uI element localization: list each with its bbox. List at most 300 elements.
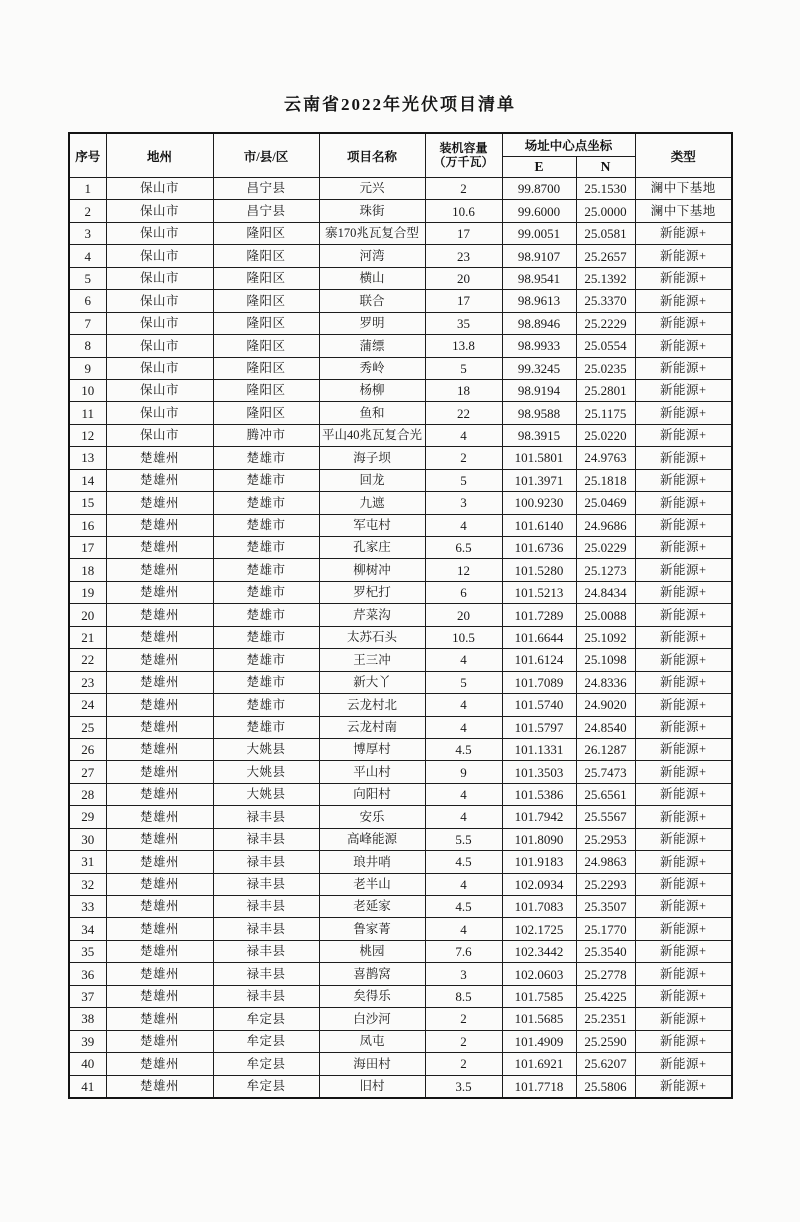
cell-capacity: 10.5 bbox=[425, 626, 502, 648]
cell-type: 新能源+ bbox=[635, 514, 732, 536]
cell-prefecture: 楚雄州 bbox=[106, 918, 213, 940]
cell-prefecture: 保山市 bbox=[106, 245, 213, 267]
cell-type: 新能源+ bbox=[635, 851, 732, 873]
cell-type: 新能源+ bbox=[635, 1030, 732, 1052]
table-header bbox=[69, 133, 732, 178]
table-row bbox=[69, 492, 732, 514]
cell-coord-n: 25.2590 bbox=[576, 1030, 635, 1052]
cell-capacity: 10.6 bbox=[425, 200, 502, 222]
cell-no: 5 bbox=[69, 267, 106, 289]
cell-project: 珠街 bbox=[319, 200, 425, 222]
cell-no: 37 bbox=[69, 985, 106, 1007]
cell-capacity: 4 bbox=[425, 783, 502, 805]
cell-coord-n: 25.0229 bbox=[576, 537, 635, 559]
cell-capacity: 12 bbox=[425, 559, 502, 581]
table-row bbox=[69, 783, 732, 805]
table-row bbox=[69, 357, 732, 379]
cell-capacity: 22 bbox=[425, 402, 502, 424]
cell-coord-e: 99.3245 bbox=[502, 357, 576, 379]
cell-no: 10 bbox=[69, 379, 106, 401]
table-row bbox=[69, 694, 732, 716]
cell-county: 楚雄市 bbox=[213, 626, 319, 648]
cell-coord-n: 25.1392 bbox=[576, 267, 635, 289]
cell-no: 2 bbox=[69, 200, 106, 222]
cell-capacity: 4 bbox=[425, 424, 502, 446]
cell-county: 隆阳区 bbox=[213, 245, 319, 267]
cell-type: 新能源+ bbox=[635, 1008, 732, 1030]
header-coord-e: E bbox=[502, 157, 576, 178]
cell-county: 隆阳区 bbox=[213, 357, 319, 379]
table-row bbox=[69, 761, 732, 783]
cell-capacity: 2 bbox=[425, 1008, 502, 1030]
table-row bbox=[69, 245, 732, 267]
table-row bbox=[69, 537, 732, 559]
project-table bbox=[68, 132, 733, 1099]
header-prefecture: 地州 bbox=[106, 133, 213, 178]
cell-type: 新能源+ bbox=[635, 671, 732, 693]
table-row bbox=[69, 424, 732, 446]
cell-no: 18 bbox=[69, 559, 106, 581]
cell-type: 新能源+ bbox=[635, 1075, 732, 1098]
cell-no: 35 bbox=[69, 940, 106, 962]
cell-no: 32 bbox=[69, 873, 106, 895]
cell-project: 杨柳 bbox=[319, 379, 425, 401]
cell-prefecture: 保山市 bbox=[106, 424, 213, 446]
cell-project: 平山40兆瓦复合光 bbox=[319, 424, 425, 446]
cell-capacity: 35 bbox=[425, 312, 502, 334]
cell-capacity: 5 bbox=[425, 357, 502, 379]
cell-coord-n: 24.9686 bbox=[576, 514, 635, 536]
cell-prefecture: 楚雄州 bbox=[106, 783, 213, 805]
cell-no: 31 bbox=[69, 851, 106, 873]
cell-coord-e: 101.6736 bbox=[502, 537, 576, 559]
cell-capacity: 2 bbox=[425, 178, 502, 200]
cell-type: 澜中下基地 bbox=[635, 200, 732, 222]
cell-project: 新大丫 bbox=[319, 671, 425, 693]
cell-type: 新能源+ bbox=[635, 716, 732, 738]
table-row bbox=[69, 469, 732, 491]
cell-no: 16 bbox=[69, 514, 106, 536]
cell-prefecture: 楚雄州 bbox=[106, 492, 213, 514]
table-row bbox=[69, 267, 732, 289]
cell-project: 鱼和 bbox=[319, 402, 425, 424]
cell-type: 新能源+ bbox=[635, 896, 732, 918]
cell-coord-e: 98.9194 bbox=[502, 379, 576, 401]
cell-prefecture: 楚雄州 bbox=[106, 447, 213, 469]
cell-coord-n: 25.6207 bbox=[576, 1053, 635, 1075]
cell-type: 新能源+ bbox=[635, 649, 732, 671]
table-row bbox=[69, 514, 732, 536]
cell-project: 太苏石头 bbox=[319, 626, 425, 648]
cell-county: 楚雄市 bbox=[213, 581, 319, 603]
cell-county: 禄丰县 bbox=[213, 940, 319, 962]
cell-type: 新能源+ bbox=[635, 806, 732, 828]
cell-coord-e: 101.3503 bbox=[502, 761, 576, 783]
cell-no: 8 bbox=[69, 335, 106, 357]
header-project: 项目名称 bbox=[319, 133, 425, 178]
cell-coord-e: 98.8946 bbox=[502, 312, 576, 334]
table-row bbox=[69, 604, 732, 626]
table-row bbox=[69, 178, 732, 200]
table-row bbox=[69, 1030, 732, 1052]
cell-type: 新能源+ bbox=[635, 357, 732, 379]
cell-no: 4 bbox=[69, 245, 106, 267]
cell-county: 楚雄市 bbox=[213, 469, 319, 491]
cell-capacity: 4 bbox=[425, 806, 502, 828]
header-coord-n: N bbox=[576, 157, 635, 178]
cell-no: 6 bbox=[69, 290, 106, 312]
cell-no: 25 bbox=[69, 716, 106, 738]
cell-no: 11 bbox=[69, 402, 106, 424]
cell-coord-e: 98.9541 bbox=[502, 267, 576, 289]
header-capacity bbox=[425, 133, 502, 178]
cell-prefecture: 楚雄州 bbox=[106, 828, 213, 850]
cell-type: 新能源+ bbox=[635, 918, 732, 940]
cell-coord-n: 25.2953 bbox=[576, 828, 635, 850]
cell-county: 楚雄市 bbox=[213, 537, 319, 559]
cell-coord-n: 26.1287 bbox=[576, 738, 635, 760]
cell-capacity: 9 bbox=[425, 761, 502, 783]
cell-type: 新能源+ bbox=[635, 379, 732, 401]
cell-type: 新能源+ bbox=[635, 559, 732, 581]
cell-project: 喜鹊窝 bbox=[319, 963, 425, 985]
cell-coord-n: 25.0469 bbox=[576, 492, 635, 514]
cell-capacity: 20 bbox=[425, 267, 502, 289]
cell-capacity: 2 bbox=[425, 447, 502, 469]
cell-project: 高峰能源 bbox=[319, 828, 425, 850]
cell-capacity: 5 bbox=[425, 671, 502, 693]
cell-county: 楚雄市 bbox=[213, 559, 319, 581]
cell-county: 隆阳区 bbox=[213, 402, 319, 424]
cell-coord-n: 24.8434 bbox=[576, 581, 635, 603]
cell-county: 禄丰县 bbox=[213, 806, 319, 828]
cell-coord-n: 25.2229 bbox=[576, 312, 635, 334]
cell-project: 河湾 bbox=[319, 245, 425, 267]
cell-coord-n: 25.0235 bbox=[576, 357, 635, 379]
cell-county: 隆阳区 bbox=[213, 267, 319, 289]
cell-county: 禄丰县 bbox=[213, 963, 319, 985]
cell-county: 隆阳区 bbox=[213, 312, 319, 334]
cell-type: 新能源+ bbox=[635, 985, 732, 1007]
cell-prefecture: 楚雄州 bbox=[106, 1030, 213, 1052]
cell-project: 孔家庄 bbox=[319, 537, 425, 559]
cell-county: 楚雄市 bbox=[213, 514, 319, 536]
cell-coord-n: 25.2293 bbox=[576, 873, 635, 895]
cell-no: 38 bbox=[69, 1008, 106, 1030]
cell-prefecture: 楚雄州 bbox=[106, 873, 213, 895]
cell-project: 芹菜沟 bbox=[319, 604, 425, 626]
table-row bbox=[69, 312, 732, 334]
cell-prefecture: 保山市 bbox=[106, 357, 213, 379]
cell-capacity: 6 bbox=[425, 581, 502, 603]
cell-coord-e: 102.1725 bbox=[502, 918, 576, 940]
cell-prefecture: 楚雄州 bbox=[106, 940, 213, 962]
cell-coord-e: 99.8700 bbox=[502, 178, 576, 200]
cell-capacity: 2 bbox=[425, 1053, 502, 1075]
cell-type: 新能源+ bbox=[635, 402, 732, 424]
cell-county: 禄丰县 bbox=[213, 985, 319, 1007]
scanned-document-page bbox=[0, 90, 800, 1222]
cell-coord-e: 99.6000 bbox=[502, 200, 576, 222]
cell-county: 楚雄市 bbox=[213, 671, 319, 693]
cell-prefecture: 楚雄州 bbox=[106, 896, 213, 918]
table-body bbox=[69, 178, 732, 1098]
cell-project: 老延家 bbox=[319, 896, 425, 918]
cell-type: 新能源+ bbox=[635, 424, 732, 446]
cell-coord-e: 101.5280 bbox=[502, 559, 576, 581]
cell-capacity: 13.8 bbox=[425, 335, 502, 357]
cell-county: 隆阳区 bbox=[213, 290, 319, 312]
cell-project: 回龙 bbox=[319, 469, 425, 491]
cell-coord-n: 25.5567 bbox=[576, 806, 635, 828]
cell-prefecture: 保山市 bbox=[106, 402, 213, 424]
cell-no: 27 bbox=[69, 761, 106, 783]
cell-coord-n: 25.1098 bbox=[576, 649, 635, 671]
cell-county: 牟定县 bbox=[213, 1008, 319, 1030]
cell-no: 30 bbox=[69, 828, 106, 850]
cell-coord-n: 25.2778 bbox=[576, 963, 635, 985]
cell-prefecture: 保山市 bbox=[106, 379, 213, 401]
table-row bbox=[69, 290, 732, 312]
cell-coord-n: 25.3370 bbox=[576, 290, 635, 312]
cell-coord-n: 25.0220 bbox=[576, 424, 635, 446]
page-title: 云南省2022年光伏项目清单 bbox=[284, 95, 516, 114]
cell-project: 罗杞打 bbox=[319, 581, 425, 603]
cell-capacity: 4.5 bbox=[425, 851, 502, 873]
cell-capacity: 7.6 bbox=[425, 940, 502, 962]
table-row bbox=[69, 716, 732, 738]
cell-prefecture: 保山市 bbox=[106, 290, 213, 312]
cell-coord-n: 25.1530 bbox=[576, 178, 635, 200]
cell-project: 罗明 bbox=[319, 312, 425, 334]
cell-no: 40 bbox=[69, 1053, 106, 1075]
table-row bbox=[69, 806, 732, 828]
header-type: 类型 bbox=[635, 133, 732, 178]
cell-coord-e: 98.9107 bbox=[502, 245, 576, 267]
cell-county: 隆阳区 bbox=[213, 379, 319, 401]
table-row bbox=[69, 918, 732, 940]
table-row bbox=[69, 402, 732, 424]
cell-no: 36 bbox=[69, 963, 106, 985]
cell-no: 19 bbox=[69, 581, 106, 603]
cell-coord-e: 98.9588 bbox=[502, 402, 576, 424]
cell-coord-n: 24.8336 bbox=[576, 671, 635, 693]
cell-coord-n: 25.3507 bbox=[576, 896, 635, 918]
cell-prefecture: 楚雄州 bbox=[106, 851, 213, 873]
cell-county: 隆阳区 bbox=[213, 335, 319, 357]
cell-project: 秀岭 bbox=[319, 357, 425, 379]
table-row bbox=[69, 671, 732, 693]
cell-no: 24 bbox=[69, 694, 106, 716]
cell-prefecture: 楚雄州 bbox=[106, 1053, 213, 1075]
cell-project: 海子坝 bbox=[319, 447, 425, 469]
table-row bbox=[69, 1053, 732, 1075]
cell-type: 澜中下基地 bbox=[635, 178, 732, 200]
cell-project: 安乐 bbox=[319, 806, 425, 828]
cell-project: 向阳村 bbox=[319, 783, 425, 805]
cell-type: 新能源+ bbox=[635, 828, 732, 850]
cell-county: 楚雄市 bbox=[213, 447, 319, 469]
cell-project: 白沙河 bbox=[319, 1008, 425, 1030]
header-county: 市/县/区 bbox=[213, 133, 319, 178]
cell-coord-n: 25.2351 bbox=[576, 1008, 635, 1030]
cell-project: 鲁家菁 bbox=[319, 918, 425, 940]
table-row bbox=[69, 940, 732, 962]
cell-county: 楚雄市 bbox=[213, 492, 319, 514]
cell-type: 新能源+ bbox=[635, 267, 732, 289]
cell-project: 军屯村 bbox=[319, 514, 425, 536]
cell-capacity: 3 bbox=[425, 492, 502, 514]
cell-type: 新能源+ bbox=[635, 537, 732, 559]
table-row bbox=[69, 873, 732, 895]
cell-project: 王三冲 bbox=[319, 649, 425, 671]
table-row bbox=[69, 896, 732, 918]
cell-project: 寨170兆瓦复合型 bbox=[319, 222, 425, 244]
cell-county: 禄丰县 bbox=[213, 896, 319, 918]
cell-type: 新能源+ bbox=[635, 604, 732, 626]
cell-coord-e: 101.5685 bbox=[502, 1008, 576, 1030]
cell-no: 23 bbox=[69, 671, 106, 693]
cell-capacity: 23 bbox=[425, 245, 502, 267]
cell-prefecture: 保山市 bbox=[106, 178, 213, 200]
cell-type: 新能源+ bbox=[635, 492, 732, 514]
cell-coord-e: 101.6644 bbox=[502, 626, 576, 648]
cell-coord-e: 101.8090 bbox=[502, 828, 576, 850]
cell-capacity: 4.5 bbox=[425, 896, 502, 918]
cell-coord-e: 101.7718 bbox=[502, 1075, 576, 1098]
cell-no: 28 bbox=[69, 783, 106, 805]
cell-coord-e: 101.7083 bbox=[502, 896, 576, 918]
cell-coord-n: 24.8540 bbox=[576, 716, 635, 738]
cell-coord-n: 25.1818 bbox=[576, 469, 635, 491]
cell-capacity: 3.5 bbox=[425, 1075, 502, 1098]
table-row bbox=[69, 963, 732, 985]
cell-capacity: 20 bbox=[425, 604, 502, 626]
cell-project: 云龙村北 bbox=[319, 694, 425, 716]
cell-county: 大姚县 bbox=[213, 761, 319, 783]
cell-coord-e: 101.6140 bbox=[502, 514, 576, 536]
cell-coord-e: 99.0051 bbox=[502, 222, 576, 244]
cell-coord-e: 101.4909 bbox=[502, 1030, 576, 1052]
cell-capacity: 2 bbox=[425, 1030, 502, 1052]
table-row bbox=[69, 200, 732, 222]
cell-project: 九遮 bbox=[319, 492, 425, 514]
cell-county: 牟定县 bbox=[213, 1075, 319, 1098]
cell-coord-e: 101.7289 bbox=[502, 604, 576, 626]
cell-coord-n: 24.9020 bbox=[576, 694, 635, 716]
table-row bbox=[69, 581, 732, 603]
cell-prefecture: 保山市 bbox=[106, 200, 213, 222]
cell-county: 牟定县 bbox=[213, 1030, 319, 1052]
cell-no: 26 bbox=[69, 738, 106, 760]
cell-capacity: 4 bbox=[425, 694, 502, 716]
cell-no: 20 bbox=[69, 604, 106, 626]
cell-coord-n: 24.9763 bbox=[576, 447, 635, 469]
cell-capacity: 5.5 bbox=[425, 828, 502, 850]
cell-no: 17 bbox=[69, 537, 106, 559]
cell-project: 元兴 bbox=[319, 178, 425, 200]
cell-prefecture: 楚雄州 bbox=[106, 604, 213, 626]
cell-type: 新能源+ bbox=[635, 940, 732, 962]
cell-prefecture: 楚雄州 bbox=[106, 806, 213, 828]
cell-county: 楚雄市 bbox=[213, 694, 319, 716]
cell-no: 33 bbox=[69, 896, 106, 918]
cell-coord-n: 25.3540 bbox=[576, 940, 635, 962]
cell-prefecture: 保山市 bbox=[106, 267, 213, 289]
cell-coord-e: 98.3915 bbox=[502, 424, 576, 446]
cell-project: 凤屯 bbox=[319, 1030, 425, 1052]
cell-capacity: 17 bbox=[425, 222, 502, 244]
cell-coord-n: 25.7473 bbox=[576, 761, 635, 783]
cell-project: 云龙村南 bbox=[319, 716, 425, 738]
table-row bbox=[69, 447, 732, 469]
cell-prefecture: 楚雄州 bbox=[106, 694, 213, 716]
cell-coord-e: 101.6124 bbox=[502, 649, 576, 671]
cell-county: 禄丰县 bbox=[213, 873, 319, 895]
cell-coord-e: 102.0934 bbox=[502, 873, 576, 895]
cell-coord-e: 101.5213 bbox=[502, 581, 576, 603]
table-row bbox=[69, 626, 732, 648]
cell-no: 9 bbox=[69, 357, 106, 379]
cell-prefecture: 楚雄州 bbox=[106, 1008, 213, 1030]
cell-prefecture: 楚雄州 bbox=[106, 514, 213, 536]
cell-coord-e: 98.9933 bbox=[502, 335, 576, 357]
cell-type: 新能源+ bbox=[635, 581, 732, 603]
cell-coord-n: 24.9863 bbox=[576, 851, 635, 873]
cell-capacity: 3 bbox=[425, 963, 502, 985]
cell-type: 新能源+ bbox=[635, 469, 732, 491]
cell-coord-n: 25.0554 bbox=[576, 335, 635, 357]
cell-prefecture: 楚雄州 bbox=[106, 761, 213, 783]
cell-coord-n: 25.4225 bbox=[576, 985, 635, 1007]
cell-no: 13 bbox=[69, 447, 106, 469]
cell-project: 旧村 bbox=[319, 1075, 425, 1098]
cell-type: 新能源+ bbox=[635, 245, 732, 267]
cell-coord-e: 98.9613 bbox=[502, 290, 576, 312]
cell-project: 桃园 bbox=[319, 940, 425, 962]
cell-prefecture: 楚雄州 bbox=[106, 581, 213, 603]
table-row bbox=[69, 851, 732, 873]
cell-coord-e: 101.9183 bbox=[502, 851, 576, 873]
cell-capacity: 8.5 bbox=[425, 985, 502, 1007]
table-row bbox=[69, 649, 732, 671]
header-capacity-line1: 装机容量 bbox=[439, 140, 488, 155]
cell-type: 新能源+ bbox=[635, 873, 732, 895]
cell-no: 39 bbox=[69, 1030, 106, 1052]
cell-prefecture: 楚雄州 bbox=[106, 626, 213, 648]
cell-county: 禄丰县 bbox=[213, 851, 319, 873]
cell-capacity: 4 bbox=[425, 873, 502, 895]
cell-project: 柳树冲 bbox=[319, 559, 425, 581]
header-coords-group: 场址中心点坐标 bbox=[502, 133, 635, 157]
cell-coord-e: 100.9230 bbox=[502, 492, 576, 514]
cell-coord-n: 25.1175 bbox=[576, 402, 635, 424]
header-no: 序号 bbox=[69, 133, 106, 178]
cell-prefecture: 楚雄州 bbox=[106, 649, 213, 671]
cell-project: 联合 bbox=[319, 290, 425, 312]
cell-county: 楚雄市 bbox=[213, 716, 319, 738]
cell-no: 34 bbox=[69, 918, 106, 940]
cell-county: 牟定县 bbox=[213, 1053, 319, 1075]
cell-coord-n: 25.2801 bbox=[576, 379, 635, 401]
cell-no: 15 bbox=[69, 492, 106, 514]
cell-prefecture: 保山市 bbox=[106, 312, 213, 334]
cell-coord-e: 101.5740 bbox=[502, 694, 576, 716]
cell-capacity: 5 bbox=[425, 469, 502, 491]
cell-project: 老半山 bbox=[319, 873, 425, 895]
cell-type: 新能源+ bbox=[635, 447, 732, 469]
cell-coord-e: 101.5797 bbox=[502, 716, 576, 738]
